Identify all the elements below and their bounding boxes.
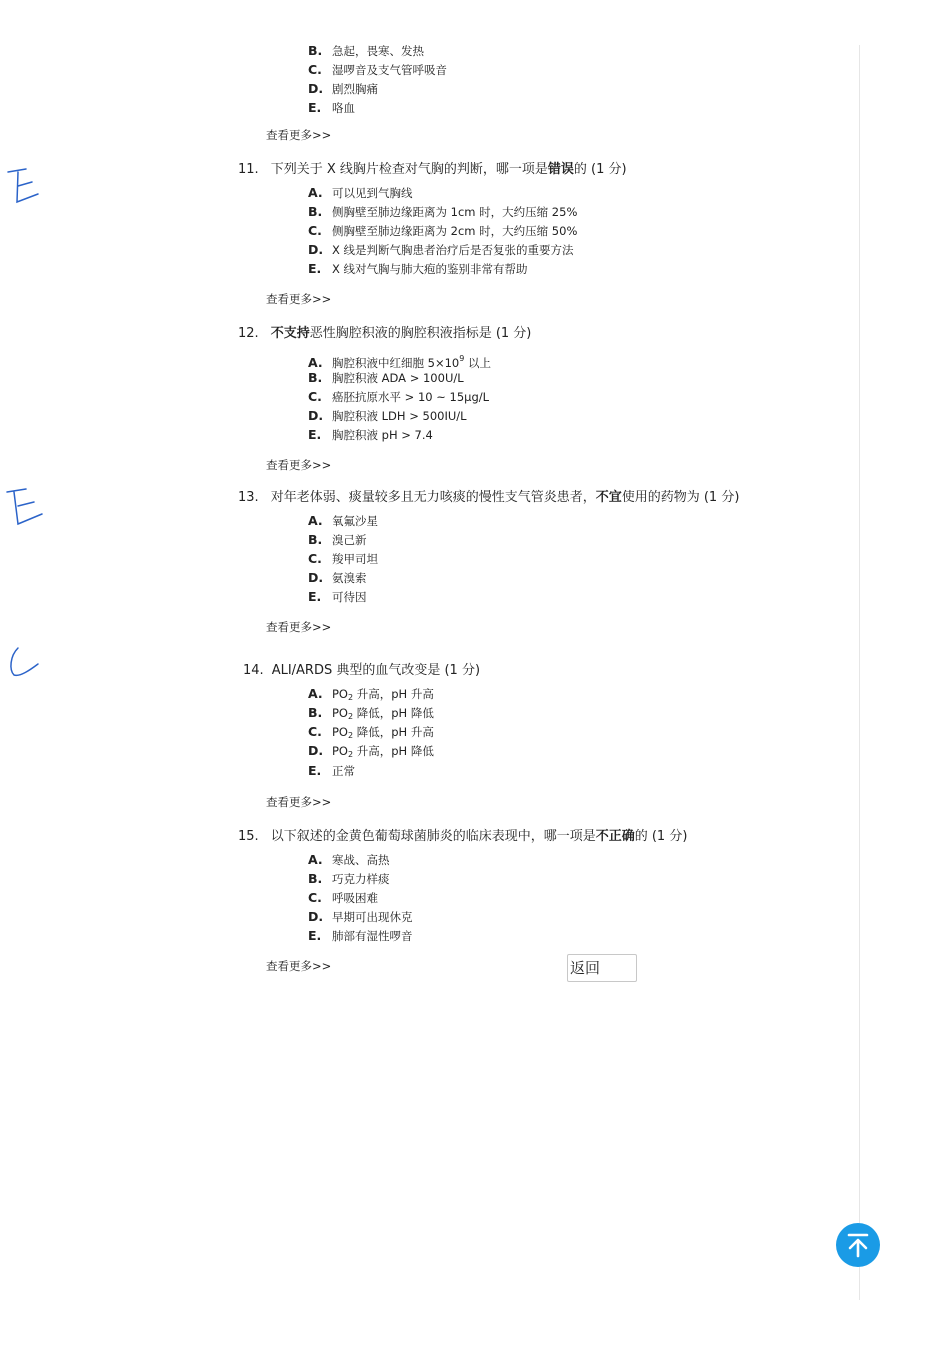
option-c: C. 侧胸壁至肺边缘距离为 2cm 时，大约压缩 50%: [308, 223, 578, 238]
option-a: A. $PO_2$ 升高，pH 升高: [308, 686, 434, 702]
option-a: A. 氧氟沙星: [308, 513, 378, 528]
option-d: D. X 线是判断气胸患者治疗后是否复张的重要方法: [308, 242, 574, 257]
option-c: C. $PO_2$ 降低，pH 升高: [308, 724, 434, 740]
view-more-link[interactable]: 查看更多>>: [266, 795, 332, 809]
option-b: B. 侧胸壁至肺边缘距离为 1cm 时，大约压缩 25%: [308, 204, 578, 219]
option-e: E. 正常: [308, 763, 355, 778]
option-b: B. 急起，畏寒、发热: [308, 43, 424, 58]
option-e: E. 胸腔积液 pH > 7.4: [308, 427, 433, 442]
arrow-up-to-top-icon: [836, 1223, 880, 1267]
option-d: D. 早期可出现休克: [308, 909, 413, 924]
option-c: C. 癌胚抗原水平 > 10 ~ 15μg/L: [308, 389, 490, 404]
option-b: B. 溴己新: [308, 532, 367, 547]
view-more-link[interactable]: 查看更多>>: [266, 128, 332, 142]
page-right-border: [859, 45, 860, 1300]
option-d: D. $PO_2$ 升高，pH 降低: [308, 743, 434, 759]
question-title: 14. ALI/ARDS 典型的血气改变是 (1 分): [243, 663, 481, 678]
question-title: 11. 下列关于 X 线胸片检查对气胸的判断，哪一项是错误的 (1 分): [238, 162, 627, 177]
option-b: B. 巧克力样痰: [308, 871, 390, 886]
option-d: D. 氨溴索: [308, 570, 367, 585]
handwritten-mark-e-2: [4, 484, 48, 530]
option-e: E. 咯血: [308, 100, 355, 115]
option-e: E. 肺部有湿性啰音: [308, 928, 413, 943]
view-more-link[interactable]: 查看更多>>: [266, 458, 332, 472]
option-b: B. 胸腔积液 ADA > 100U/L: [308, 370, 464, 385]
option-a: A. 胸腔积液中红细胞 $5\times 10^9$ 以上: [308, 354, 491, 370]
option-c: C. 羧甲司坦: [308, 551, 378, 566]
handwritten-mark-c: [6, 644, 44, 680]
option-c: C. 呼吸困难: [308, 890, 378, 905]
option-e: E. X 线对气胸与肺大疱的鉴别非常有帮助: [308, 261, 528, 276]
option-d: D. 剧烈胸痛: [308, 81, 378, 96]
option-d: D. 胸腔积液 LDH > 500IU/L: [308, 408, 467, 423]
question-title: 13. 对年老体弱、痰量较多且无力咳痰的慢性支气管炎患者，不宜使用的药物为 (1 分): [238, 490, 740, 505]
option-c: C. 湿啰音及支气管呼吸音: [308, 62, 447, 77]
back-button[interactable]: 返回: [567, 954, 637, 982]
handwritten-mark-e-1: [4, 164, 44, 208]
view-more-link[interactable]: 查看更多>>: [266, 959, 332, 973]
option-a: A. 可以见到气胸线: [308, 185, 413, 200]
option-b: B. $PO_2$ 降低，pH 降低: [308, 705, 434, 721]
option-e: E. 可待因: [308, 589, 367, 604]
view-more-link[interactable]: 查看更多>>: [266, 620, 332, 634]
question-title: 15. 以下叙述的金黄色葡萄球菌肺炎的临床表现中，哪一项是不正确的 (1 分): [238, 829, 688, 844]
option-a: A. 寒战、高热: [308, 852, 390, 867]
back-to-top-button[interactable]: [836, 1223, 880, 1267]
view-more-link[interactable]: 查看更多>>: [266, 292, 332, 306]
question-title: 12. 不支持恶性胸腔积液的胸腔积液指标是 (1 分): [238, 326, 532, 341]
